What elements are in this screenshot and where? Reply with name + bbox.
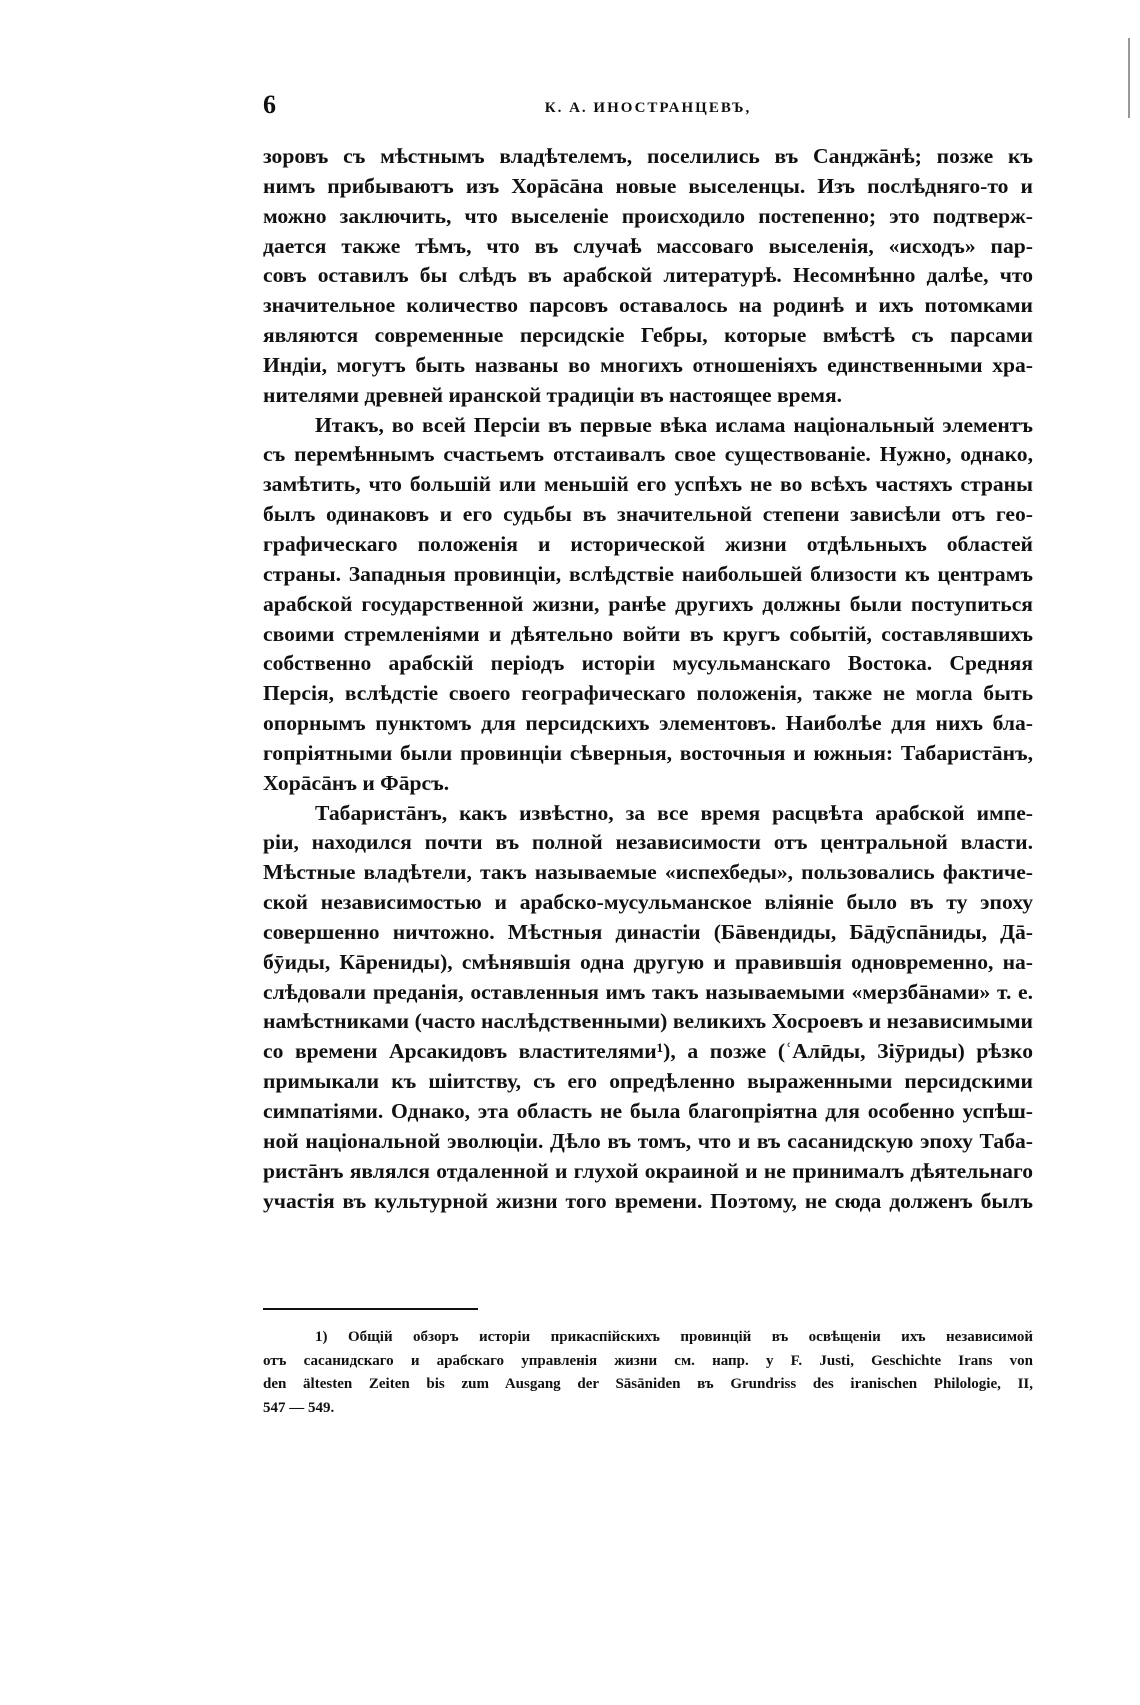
text-line: замѣтить, что большій или меньшій его успѣхъ не во всѣхъ частяхъ страны <box>263 472 1033 497</box>
text-line: Табаристāнъ, какъ извѣстно, за все время расцвѣта арабской импе- <box>315 800 1033 825</box>
footnote-line: отъ сасанидскаго и арабскаго управленія жизни см. напр. у F. Justi, Geschichte Irans von <box>263 1352 1033 1369</box>
page-number: 6 <box>263 90 276 119</box>
text-line: можно заключить, что выселеніе происходило постепенно; это подтверж- <box>263 203 1033 228</box>
page-edge-mark <box>1128 38 1130 118</box>
text-line: ріи, находился почти въ полной независимости отъ центральной власти. <box>263 830 1033 855</box>
running-head: К. А. ИНОСТРАНЦЕВЪ, <box>544 100 752 116</box>
text-line: значительное количество парсовъ оставалось на родинѣ и ихъ потомками <box>263 293 1033 318</box>
text-line: гопріятными были провинціи сѣверныя, восточныя и южныя: Табаристāнъ, <box>263 740 1033 765</box>
body-text <box>263 142 1033 1216</box>
text-line: собственно арабскій періодъ исторіи мусульманскаго Востока. Средняя <box>263 651 1033 676</box>
footnote <box>263 1326 1033 1420</box>
text-line: слѣдовали преданія, оставленныя имъ такъ называемыми «мерзбāнами» т. е. <box>263 979 1033 1004</box>
text-line: являются современные персидскіе Гебры, которые вмѣстѣ съ парсами <box>263 323 1033 348</box>
text-line: дается также тѣмъ, что въ случаѣ массоваго выселенія, «исходъ» пар- <box>263 233 1033 258</box>
text-line: Итакъ, во всей Персіи въ первые вѣка ислама національный элементъ <box>315 412 1033 437</box>
text-line: ристāнъ являлся отдаленной и глухой окраиной и не принималъ дѣятельнаго <box>263 1158 1033 1183</box>
text-line: участія въ культурной жизни того времени. Поэтому, не сюда долженъ былъ <box>263 1188 1033 1213</box>
text-line: Персія, вслѣдстіе своего географическаго положенія, также не могла быть <box>263 681 1033 706</box>
text-line: былъ одинаковъ и его судьбы въ значительной степени зависѣли отъ гео- <box>263 502 1033 527</box>
text-line: страны. Западныя провинціи, вслѣдствіе наибольшей близости къ центрамъ <box>263 561 1033 586</box>
text-line: примыкали къ шіитству, съ его опредѣленно выраженными персидскими <box>263 1069 1033 1094</box>
text-line: намѣстниками (часто наслѣдственными) великихъ Хосроевъ и независимыми <box>263 1009 1033 1034</box>
text-line: нителями древней иранской традиціи въ настоящее время. <box>263 382 843 407</box>
footnote-rule <box>263 1308 478 1310</box>
footnote-line: 547 — 549. <box>263 1399 335 1416</box>
text-line: симпатіями. Однако, эта область не была благопріятна для особенно успѣш- <box>263 1099 1033 1123</box>
text-line: графическаго положенія и исторической жизни отдѣльныхъ областей <box>263 531 1033 556</box>
text-line: опорнымъ пунктомъ для персидскихъ элементовъ. Наиболѣе для нихъ бла- <box>263 711 1033 736</box>
footnote-line: den ältesten Zeiten bis zum Ausgang der Sāsāniden въ Grundriss des iranischen Philologie, II, <box>263 1376 1033 1392</box>
footnote-line: 1) Общій обзоръ исторіи прикаспійскихъ провинцій въ освѣщеніи ихъ независимой <box>315 1329 1033 1345</box>
text-line: своими стремленіями и дѣятельно войти въ кругъ событій, составлявшихъ <box>263 621 1033 646</box>
text-line: бӯиды, Кāрениды), смѣнявшія одна другую и правившія одновременно, на- <box>263 949 1033 974</box>
page-header <box>263 90 1033 126</box>
text-line: нимъ прибываютъ изъ Хорāсāна новые выселенцы. Изъ послѣдняго-то и <box>263 173 1033 198</box>
text-line: Хорāсāнъ и Фāрсъ. <box>263 770 450 795</box>
text-line: арабской государственной жизни, ранѣе другихъ должны были поступиться <box>263 591 1033 616</box>
text-line: Индіи, могутъ быть названы во многихъ отношеніяхъ единственными хра- <box>263 352 1033 377</box>
text-line: со времени Арсакидовъ властителями¹), а позже (ʿАлӣды, Зіӯриды) рѣзко <box>263 1039 1033 1064</box>
text-line: зоровъ съ мѣстнымъ владѣтелемъ, поселились въ Санджāнѣ; позже къ <box>263 144 1033 168</box>
text-line: ской независимостью и арабско-мусульманское вліяніе было въ ту эпоху <box>263 890 1033 915</box>
text-line: Мѣстные владѣтели, такъ называемые «испехбеды», пользовались фактиче- <box>263 860 1033 885</box>
text-line: совъ оставилъ бы слѣдъ въ арабской литературѣ. Несомнѣнно далѣе, что <box>263 263 1033 288</box>
text-line: съ перемѣннымъ счастьемъ отстаивалъ свое существованіе. Нужно, однако, <box>263 442 1033 467</box>
text-line: совершенно ничтожно. Мѣстныя династіи (Бāвендиды, Бāдӯспāниды, Дā- <box>263 919 1033 944</box>
text-line: ной національной эволюціи. Дѣло въ томъ, что и въ сасанидскую эпоху Таба- <box>263 1128 1033 1153</box>
